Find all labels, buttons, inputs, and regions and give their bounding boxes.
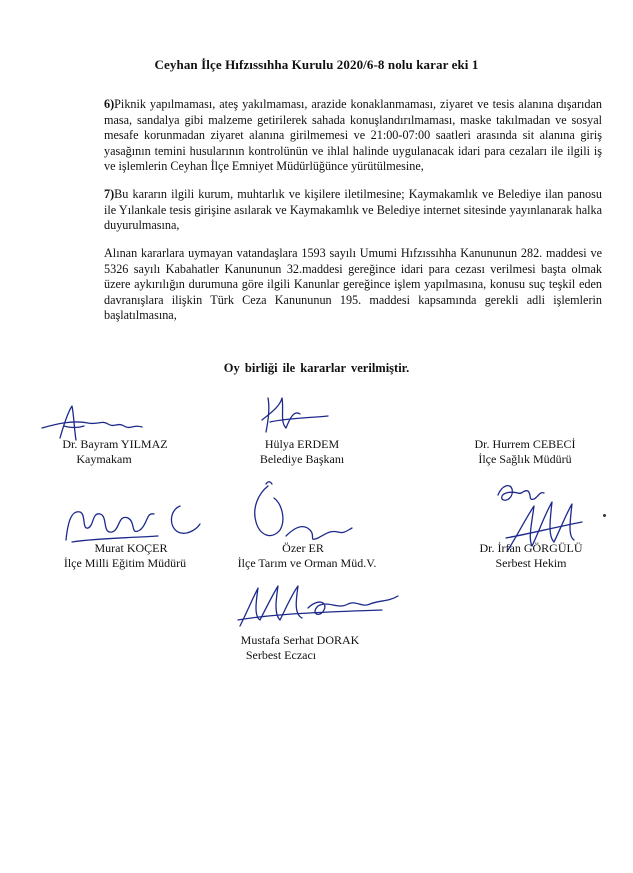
signatory-name: Dr. Bayram YILMAZ: [62, 437, 168, 451]
signatory-tarim-orman: [222, 541, 392, 571]
paragraph-text: Alınan kararlara uymayan vatandaşlara 1593 sayılı Umumi Hıfzıssıhha Kanununun 282. maddesi ve 5326 sayılı Kabahatler Kanununun 32.maddesi gereğince idari para cezası verilmesi başta olmak üzere aykırılığın durumuna göre ilgili Kanunlar gereğince işlem yapılmasına, konusu suç teşkil eden davranışlara ilişkin Türk Ceza Kanununun 195. maddesi kapsamında gerekli adli işlemlerin başlatılmasına,: [104, 246, 602, 323]
page-title: Ceyhan İlçe Hıfzıssıhha Kurulu 2020/6-8 nolu karar eki 1: [154, 57, 479, 72]
signatory-role: Belediye Başkanı: [259, 452, 345, 466]
signatory-name: Murat KOÇER: [94, 541, 168, 555]
decision-statement: Oy birliği ile kararlar verilmiştir.: [223, 361, 410, 375]
paragraph-6: [86, 97, 602, 175]
signatory-name: Dr. Hurrem CEBECİ: [474, 437, 576, 451]
signatory-name: Mustafa Serhat DORAK: [240, 633, 360, 647]
signature-hulya-erdem: [258, 392, 338, 438]
signatory-serbest-eczaci: [220, 633, 380, 663]
signatory-name: Özer ER: [282, 541, 324, 555]
signatory-role: İlçe Sağlık Müdürü: [478, 452, 572, 466]
ink-dot: [603, 514, 606, 517]
paragraph-penalties: [86, 246, 602, 324]
signatory-role: İlçe Tarım ve Orman Müd.V.: [237, 556, 377, 570]
signatory-role: Kaymakam: [76, 452, 132, 466]
paragraph-text: Bu kararın ilgili kurum, muhtarlık ve kişilere iletilmesine; Kaymakamlık ve Belediye ilan panosu ile Yılankale tesis girişine asılarak ve Kaymakamlık ve Belediye internet sitesinde yayınlanarak halka duyurulmasına,: [104, 187, 602, 233]
signature-mustafa-serhat-dorak: [232, 580, 412, 630]
signatory-role: İlçe Milli Eğitim Müdürü: [63, 556, 187, 570]
signatory-ilce-saglik-muduru: [450, 437, 600, 467]
paragraph-number: 6): [104, 97, 115, 111]
paragraph-7: [86, 187, 602, 234]
signatory-name: Hülya ERDEM: [264, 437, 340, 451]
signatory-kaymakam: [40, 437, 190, 467]
paragraph-number: 7): [104, 187, 115, 201]
signatory-serbest-hekim: [456, 541, 606, 571]
signatory-role: Serbest Eczacı: [245, 648, 317, 662]
signatory-milli-egitim-muduru: [40, 541, 210, 571]
signatory-name: Dr. İrfan GÖRGÜLÜ: [479, 541, 583, 555]
paragraph-text: Piknik yapılmaması, ateş yakılmaması, arazide konaklanmaması, ziyaret ve tesis alanına dışarıdan masa, sandalya gibi malzeme getirilerek sahada konuşlandırılmaması, maske takılmadan ve sosyal mesafe korunmadan ziyaret alanına girilmemesi ve 21:00-07:00 saatleri arasında sit alanına giriş yasağının temini husularının kontrolünün ve ihlal halinde uygulanacak idari para cezaları ile ilgili iş ve işlemlerin Ceyhan İlçe Emniyet Müdürlüğünce yürütülmesine,: [104, 97, 602, 174]
signatory-role: Serbest Hekim: [495, 556, 567, 570]
signatory-belediye-baskani: [222, 437, 382, 467]
